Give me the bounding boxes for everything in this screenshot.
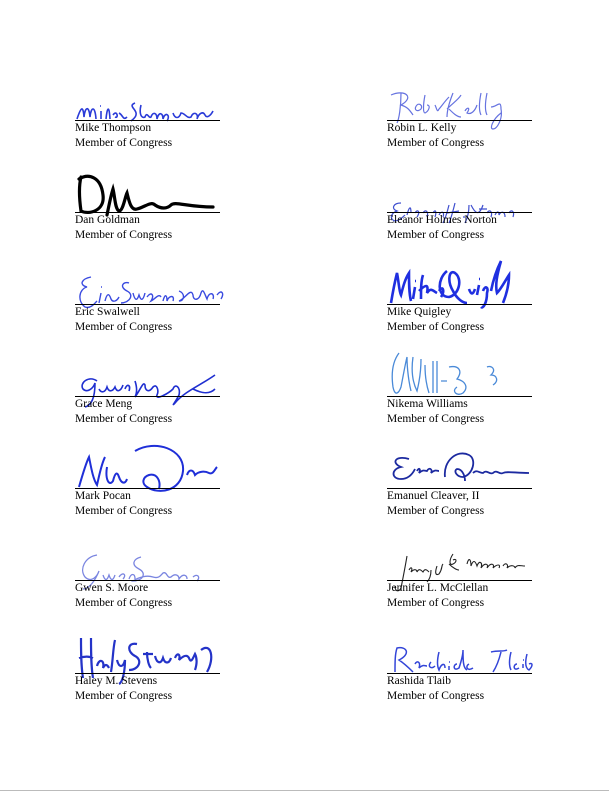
signer-title: Member of Congress (75, 321, 173, 333)
signer-title: Member of Congress (75, 690, 173, 702)
signer-name: Nikema Williams (387, 398, 468, 410)
signature-line (387, 673, 532, 674)
signature-13 (387, 634, 547, 698)
signer-title: Member of Congress (387, 690, 485, 702)
signature-line (387, 580, 532, 581)
signer-name: Mark Pocan (75, 490, 131, 502)
signature-line (387, 212, 532, 213)
page-bottom-edge (0, 790, 609, 791)
signature-block-4 (75, 273, 225, 363)
signature-line (75, 396, 220, 397)
signer-name: Haley M. Stevens (75, 675, 158, 687)
signature-block-13 (387, 642, 537, 732)
signature-block-9 (387, 457, 537, 547)
signer-name: Robin L. Kelly (387, 122, 457, 134)
signer-title: Member of Congress (387, 597, 485, 609)
signature-line (75, 580, 220, 581)
signer-name: Jennifer L. McClellan (387, 582, 489, 594)
signer-name: Eric Swalwell (75, 306, 140, 318)
signer-name: Rashida Tlaib (387, 675, 451, 687)
signature-line (387, 304, 532, 305)
signature-10 (75, 541, 235, 605)
signer-title: Member of Congress (387, 321, 485, 333)
signer-title: Member of Congress (75, 137, 173, 149)
signature-line (75, 673, 220, 674)
signature-block-8 (75, 457, 225, 547)
signer-name: Mike Quigley (387, 306, 452, 318)
signer-name: Grace Meng (75, 398, 133, 410)
signature-line (75, 488, 220, 489)
signature-block-1 (387, 89, 537, 179)
signature-line (387, 120, 532, 121)
signer-name: Dan Goldman (75, 214, 140, 226)
signer-name: Emanuel Cleaver, II (387, 490, 480, 502)
signature-line (75, 120, 220, 121)
signature-1 (387, 81, 547, 145)
signature-block-2 (75, 181, 225, 271)
signature-line (387, 488, 532, 489)
signature-line (75, 304, 220, 305)
signature-line (387, 396, 532, 397)
signer-title: Member of Congress (387, 137, 485, 149)
signer-title: Member of Congress (75, 597, 173, 609)
signer-title: Member of Congress (75, 505, 173, 517)
signer-title: Member of Congress (75, 229, 173, 241)
signer-title: Member of Congress (75, 413, 173, 425)
signer-title: Member of Congress (387, 413, 485, 425)
signer-title: Member of Congress (387, 505, 485, 517)
signature-block-7 (387, 365, 537, 455)
signer-name: Eleanor Holmes Norton (387, 214, 497, 226)
signer-name: Gwen S. Moore (75, 582, 149, 594)
signer-title: Member of Congress (387, 229, 485, 241)
signer-name: Mike Thompson (75, 122, 152, 134)
signature-line (75, 212, 220, 213)
signature-block-12 (75, 642, 225, 732)
signature-block-11 (387, 549, 537, 639)
